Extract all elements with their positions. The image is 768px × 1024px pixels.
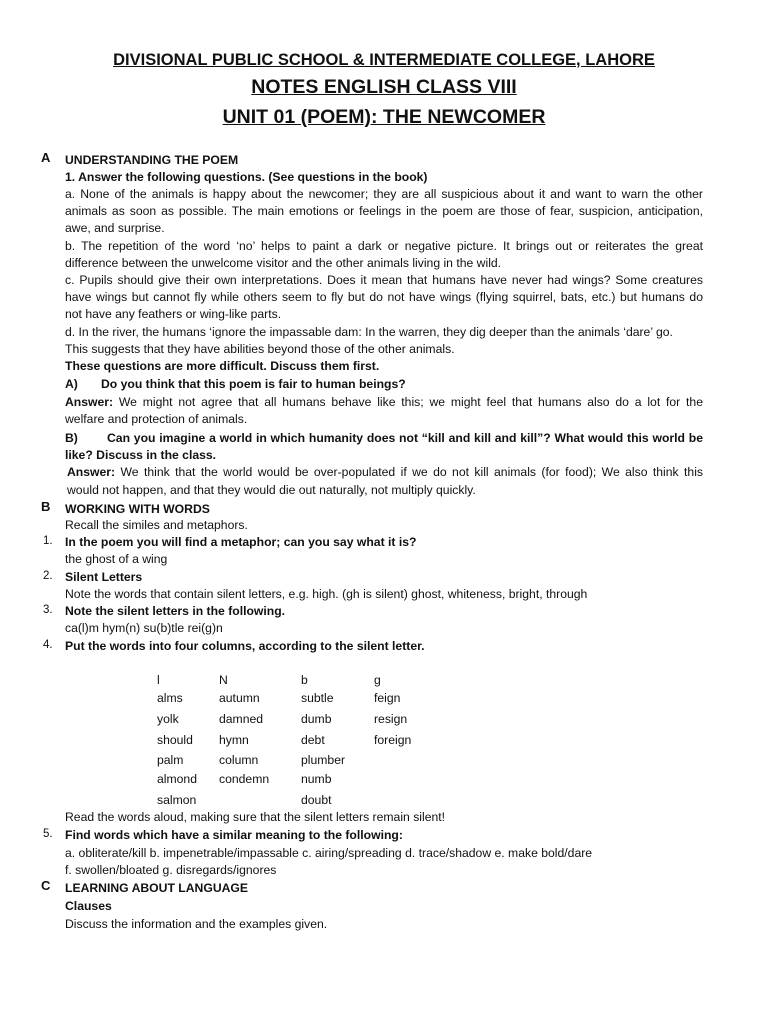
table-cell: should <box>157 733 193 747</box>
table-cell: feign <box>374 691 401 705</box>
item-1-body: the ghost of a wing <box>65 552 168 566</box>
table-header: N <box>219 673 228 687</box>
answer-d-line-2: This suggests that they have abilities beyond those of the other animals. <box>65 342 455 356</box>
answer-b-line-1: b. The repetition of the word ‘no’ helps to paint a dark or negative picture. It brings out or reiterates the great <box>65 239 703 253</box>
notes-title: NOTES ENGLISH CLASS VIII <box>251 76 517 98</box>
table-header: b <box>301 673 308 687</box>
question-1: 1. Answer the following questions. (See questions in the book) <box>65 170 428 184</box>
item-1-title: In the poem you will find a metaphor; can you say what it is? <box>65 535 417 549</box>
answer-a-line-2: animals as soon as possible. The main emotions or feelings in the poem are those of fear, suspicion, anticipation, <box>65 204 703 218</box>
answer-a-line-3: awe, and surprise. <box>65 221 165 235</box>
item-2-body: Note the words that contain silent letters, e.g. high. (gh is silent) ghost, whiteness, bright, through <box>65 587 588 601</box>
read-aloud-note: Read the words aloud, making sure that the silent letters remain silent! <box>65 810 446 824</box>
table-cell: hymn <box>219 733 249 747</box>
section-b-title: WORKING WITH WORDS <box>65 502 210 516</box>
answer-b-text: We think that the world would be over-populated if we do not kill animals (for food); We also think this <box>115 465 703 479</box>
table-cell: condemn <box>219 772 270 786</box>
clauses-body: Discuss the information and the examples given. <box>65 917 328 931</box>
harder-questions-note: These questions are more difficult. Discuss them first. <box>65 359 380 373</box>
question-b-label: B) <box>65 431 78 445</box>
table-cell: almond <box>157 772 197 786</box>
table-header: l <box>157 673 160 687</box>
answer-b-line-2: difference between the unwelcome visitor and the other animals living in the wild. <box>65 256 502 270</box>
table-cell: plumber <box>301 753 346 767</box>
table-cell: foreign <box>374 733 412 747</box>
item-1-number: 1. <box>43 535 53 547</box>
answer-a-label: Answer: <box>65 395 114 409</box>
section-c-letter: C <box>41 878 51 893</box>
answer-a-line-1: a. None of the animals is happy about the newcomer; they are all suspicious about it and want to warn the other <box>65 187 703 201</box>
question-a-text: Do you think that this poem is fair to human beings? <box>101 377 406 391</box>
table-cell: subtle <box>301 691 334 705</box>
school-name: DIVISIONAL PUBLIC SCHOOL & INTERMEDIATE COLLEGE, LAHORE <box>113 51 655 69</box>
section-a-title: UNDERSTANDING THE POEM <box>65 153 239 167</box>
item-4-title: Put the words into four columns, according to the silent letter. <box>65 639 425 653</box>
table-cell: debt <box>301 733 325 747</box>
table-cell: damned <box>219 712 264 726</box>
item-5-title: Find words which have a similar meaning to the following: <box>65 828 403 842</box>
table-cell: column <box>219 753 259 767</box>
item-2-number: 2. <box>43 570 53 582</box>
answer-d-line-1: d. In the river, the humans ‘ignore the impassable dam: In the warren, they dig deeper than the animals ‘dare’ go. <box>65 325 673 339</box>
item-4-number: 4. <box>43 639 53 651</box>
item-3-number: 3. <box>43 604 53 616</box>
question-b-line-1: Can you imagine a world in which humanity does not “kill and kill and kill”? What would this world be <box>107 431 703 445</box>
answer-b-label: Answer: <box>67 465 116 479</box>
item-3-title: Note the silent letters in the following. <box>65 604 286 618</box>
item-3-body: ca(l)m hym(n) su(b)tle rei(g)n <box>65 621 223 635</box>
document-header <box>0 48 768 132</box>
answer-c-line-1: c. Pupils should give their own interpretations. Does it mean that humans have never had wings? Some creatures <box>65 273 703 287</box>
table-cell: palm <box>157 753 184 767</box>
table-cell: autumn <box>219 691 260 705</box>
table-header: g <box>374 673 381 687</box>
item-5-body-continued: f. swollen/bloated g. disregards/ignores <box>65 863 277 877</box>
table-cell: dumb <box>301 712 332 726</box>
answer-b-paragraph-line-2: would not happen, and that they would die out naturally, not multiply quickly. <box>67 483 476 497</box>
table-cell: alms <box>157 691 183 705</box>
recall-line: Recall the similes and metaphors. <box>65 518 248 532</box>
unit-title: UNIT 01 (POEM): THE NEWCOMER <box>222 106 546 128</box>
answer-c-line-3: not have any feathers or wing-like parts. <box>65 307 282 321</box>
answer-a-paragraph-line-2: welfare and protection of animals. <box>65 412 248 426</box>
answer-a-text: We might not agree that all humans behave like this; we might feel that humans also do a lot for the <box>113 395 703 409</box>
answer-c-line-2: have wings but cannot fly while others seem to fly but do not have wings (flying squirrel, bats, etc.) but humans do <box>65 290 703 304</box>
table-cell: resign <box>374 712 408 726</box>
table-cell: yolk <box>157 712 179 726</box>
table-cell: salmon <box>157 793 197 807</box>
item-2-title: Silent Letters <box>65 570 143 584</box>
item-5-number: 5. <box>43 828 53 840</box>
answer-a-paragraph-line-1 <box>65 394 703 411</box>
table-cell: doubt <box>301 793 332 807</box>
question-a-label: A) <box>65 377 78 391</box>
clauses-heading: Clauses <box>65 899 112 913</box>
item-5-body: a. obliterate/kill b. impenetrable/impassable c. airing/spreading d. trace/shadow e. make bold/dare <box>65 846 593 860</box>
section-c-title: LEARNING ABOUT LANGUAGE <box>65 881 249 895</box>
table-cell: numb <box>301 772 332 786</box>
question-b-line-2: like? Discuss in the class. <box>65 448 217 462</box>
answer-b-paragraph-line-1 <box>67 464 703 481</box>
section-a-letter: A <box>41 150 51 165</box>
section-b-letter: B <box>41 499 51 514</box>
